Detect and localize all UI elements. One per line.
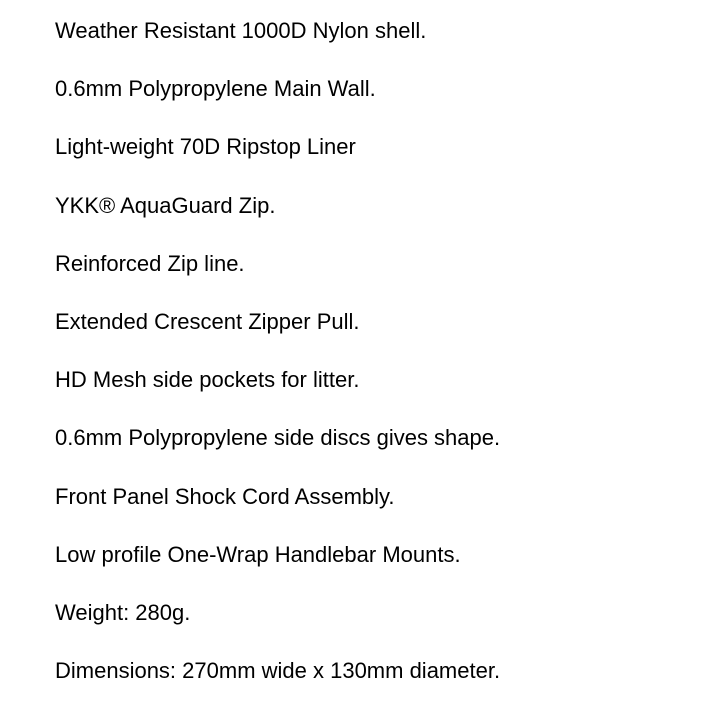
spec-item: Low profile One-Wrap Handlebar Mounts. — [55, 541, 461, 567]
spec-item: YKK® AquaGuard Zip. — [55, 192, 276, 218]
spec-item: 0.6mm Polypropylene Main Wall. — [55, 76, 376, 102]
spec-item: 0.6mm Polypropylene side discs gives shape. — [55, 425, 501, 451]
spec-list — [55, 0, 500, 698]
spec-item: Light-weight 70D Ripstop Liner — [55, 134, 356, 160]
spec-item: Dimensions: 270mm wide x 130mm diameter. — [55, 658, 501, 684]
spec-item: Reinforced Zip line. — [55, 250, 245, 276]
spec-item: Weather Resistant 1000D Nylon shell. — [55, 18, 427, 43]
spec-item: Weight: 280g. — [55, 599, 191, 625]
spec-item: HD Mesh side pockets for litter. — [55, 367, 360, 393]
spec-item: Front Panel Shock Cord Assembly. — [55, 483, 395, 509]
spec-item: Extended Crescent Zipper Pull. — [55, 308, 360, 334]
